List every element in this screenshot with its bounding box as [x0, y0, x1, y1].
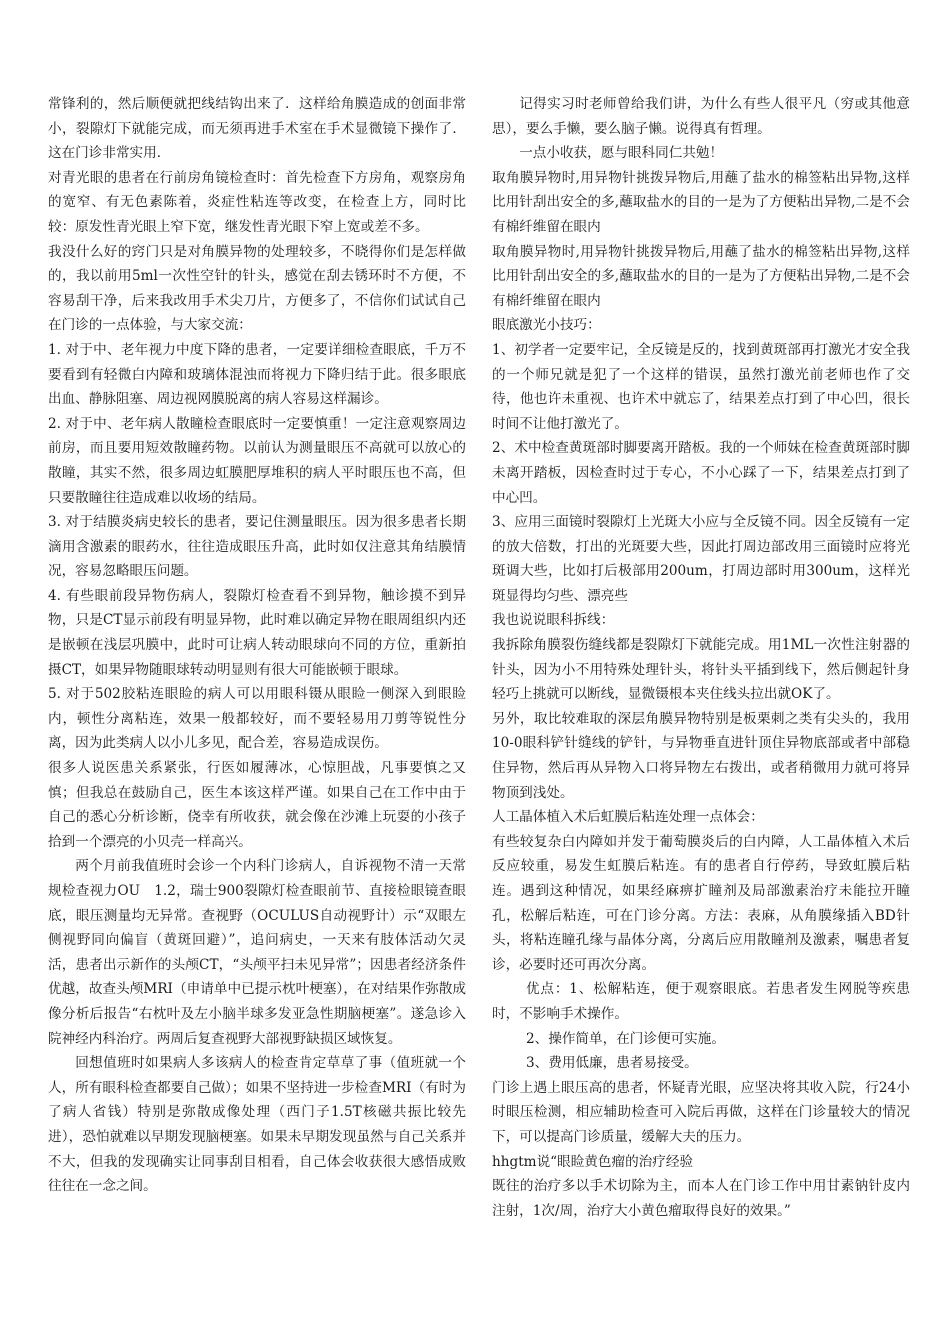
left-column [48, 92, 466, 1199]
advantage-item: 3、费用低廉，患者易接受。 [526, 1055, 698, 1072]
numbered-tip: 2. 对于中、老年病人散瞳检查眼底时一定要慎重！一定注意观察周边前房，而且要用短效散瞳药物。以前认为测量眼压不高就可以放心的散瞳，其实不然，很多周边虹膜肥厚堆积的病人平时眼压也不高，但只要散瞳往往造成难以收场的结局。 [48, 415, 466, 506]
paragraph: 记得实习时老师曾给我们讲，为什么有些人很平凡（穷或其他意思），要么手懒，要么脑子懒。说得真有哲理。 [492, 96, 910, 137]
paragraph: 很多人说医患关系紧张，行医如履薄冰，心惊胆战，凡事要慎之又慎；但我总在鼓励自己，医生本该这样严谨。如果自己在工作中由于自己的悉心分析诊断，侥幸有所收获，就会像在沙滩上玩耍的小孩子拾到一个漂亮的小贝壳一样高兴。 [48, 760, 466, 850]
paragraph: 取角膜异物时,用异物针挑拨异物后,用蘸了盐水的棉签粘出异物,这样比用针刮出安全的多,蘸取盐水的目的一是为了方便粘出异物,二是不会有棉纤维留在眼内 [492, 169, 910, 235]
paragraph: 既往的治疗多以手术切除为主，而本人在门诊工作中用甘素钠针皮内注射，1次/周，治疗大小黄色瘤取得良好的效果。” [492, 1178, 910, 1219]
right-column [492, 92, 910, 1223]
numbered-tip: 1. 对于中、老年视力中度下降的患者，一定要详细检查眼底，千万不要看到有轻微白内障和玻璃体混浊而将视力下降归结于此。很多眼底出血、静脉阻塞、周边视网膜脱离的病人容易这样漏诊。 [48, 341, 466, 408]
paragraph: 两个月前我值班时会诊一个内科门诊病人，自诉视物不清一天常规检查视力OU 1.2，瑞士900裂隙灯检查眼前节、直接检眼镜查眼底，眼压测量均无异常。查视野（OCULUS自动视野计）示“双眼左侧视野同向偏盲（黄斑回避）”，追问病史，一天来有肢体活动欠灵活，患者出示新作的头颅CT，“头颅平扫未见异常”；因患者经济条件优越，故查头颅MRI（申请单中已提示枕叶梗塞），在对结果作弥散成像分析后报告“右枕叶及左小脑半球多发亚急性期脑梗塞”。遂急诊入院神经内科治疗。两周后复查视野大部视野缺损区域恢复。 [48, 858, 466, 1047]
advantage-item: 2、操作简单，在门诊便可实施。 [526, 1030, 725, 1047]
section-heading: 人工晶体植入术后虹膜后粘连处理一点体会： [492, 809, 764, 826]
numbered-tip: 2、术中检查黄斑部时脚要离开踏板。我的一个师妹在检查黄斑部时脚未离开踏板，因检查时过于专心，不小心踩了一下，结果差点打到了中心凹。 [492, 440, 910, 506]
numbered-tip: 1、初学者一定要牢记，全反镜是反的，找到黄斑部再打激光才安全我的一个师兄就是犯了一个这样的错误，虽然打激光前老师也作了交待，他也许未重视、也许术中就忘了，结果差点打到了中心凹，很长时间不让他打激光了。 [492, 341, 910, 432]
paragraph: 常锋利的，然后顺便就把线结钩出来了．这样给角膜造成的创面非常小，裂隙灯下就能完成，而无须再进手术室在手术显微镜下操作了．这在门诊非常实用． [48, 96, 466, 162]
numbered-tip: 4. 有些眼前段异物伤病人，裂隙灯检查看不到异物，触诊摸不到异物，只是CT显示前段有明显异物，此时难以确定异物在眼周组织内还是嵌顿在浅层巩膜中，此时可让病人转动眼球向不同的方位，重新拍摄CT，如果异物随眼球转动明显则有很大可能嵌顿于眼球。 [48, 587, 466, 678]
section-heading: 眼底激光小技巧： [492, 317, 601, 334]
paragraph: 取角膜异物时,用异物针挑拨异物后,用蘸了盐水的棉签粘出异物,这样比用针刮出安全的多,蘸取盐水的目的一是为了方便粘出异物,二是不会有棉纤维留在眼内 [492, 243, 910, 309]
numbered-tip: 3、应用三面镜时裂隙灯上光斑大小应与全反镜不同。因全反镜有一定的放大倍数，打出的光斑要大些，因此打周边部改用三面镜时应将光斑调大些，比如打后极部用200um，打周边部时用300um，这样光斑显得均匀些、漂亮些 [492, 514, 910, 604]
paragraph: 另外，取比较难取的深层角膜异物特别是板栗刺之类有尖头的，我用10-0眼科铲针缝线的铲针，与异物垂直进针顶住异物底部或者中部稳住异物，然后再从异物入口将异物左右拨出，或者稍微用力就可将异物顶到浅处。 [492, 710, 910, 801]
paragraph: 对青光眼的患者在行前房角镜检查时：首先检查下方房角，观察房角的宽窄、有无色素陈着，炎症性粘连等改变，在检查上方，同时比较：原发性青光眼上窄下宽，继发性青光眼下窄上宽或差不多。 [48, 169, 466, 235]
paragraph: 我拆除角膜裂伤缝线都是裂隙灯下就能完成。用1ML一次性注射器的针头，因为小不用特殊处理针头，将针头平插到线下，然后侧起针身轻巧上挑就可以断线，显微镊根本夹住线头拉出就OK了。 [492, 637, 910, 703]
paragraph: 门诊上遇上眼压高的患者，怀疑青光眼，应坚决将其收入院，行24小时眼压检测，相应辅助检查可入院后再做，这样在门诊量较大的情况下，可以提高门诊质量，缓解大夫的压力。 [492, 1079, 910, 1145]
quote-heading: hhgtm说“眼睑黄色瘤的治疗经验 [492, 1153, 694, 1170]
advantage-item: 优点：1、松解粘连，便于观察眼底。若患者发生网脱等疾患时，不影响手术操作。 [492, 981, 910, 1022]
paragraph: 我没什么好的窍门只是对角膜异物的处理较多，不晓得你们是怎样做的，我以前用5ml一次性空针的针头，感觉在刮去锈环时不方便，不容易刮干净，后来我改用手术尖刀片，方便多了，不信你们试试自己在门诊的一点体验，与大家交流： [48, 243, 466, 334]
paragraph: 一点小收获，愿与眼科同仁共勉！ [519, 145, 724, 162]
numbered-tip: 3. 对于结膜炎病史较长的患者，要记住测量眼压。因为很多患者长期滴用含激素的眼药水，往往造成眼压升高，此时如仅注意其角结膜情况，容易忽略眼压问题。 [48, 514, 466, 580]
section-heading: 我也说说眼科拆线： [492, 612, 615, 629]
paragraph: 回想值班时如果病人多该病人的检查肯定草草了事（值班就一个人，所有眼科检查都要自己做）；如果不坚持进一步检查MRI（有时为了病人省钱）特别是弥散成像处理（西门子1.5T核磁共振比较先进），恐怕就难以早期发现脑梗塞。如果未早期发现虽然与自己关系并不大，但我的发现确实让同事刮目相看，自己体会收获很大感悟成败往往在一念之间。 [48, 1055, 466, 1195]
paragraph: 有些较复杂白内障如并发于葡萄膜炎后的白内障，人工晶体植入术后反应较重，易发生虹膜后粘连。有的患者自行停药，导致虹膜后粘连。遇到这种情况，如果经麻痹扩瞳剂及局部激素治疗未能拉开瞳孔，松解后粘连，可在门诊分离。方法：表麻，从角膜缘插入BD针头，将粘连瞳孔缘与晶体分离，分离后应用散瞳剂及激素，嘱患者复诊，必要时还可再次分离。 [492, 833, 910, 973]
numbered-tip: 5. 对于502胶粘连眼睑的病人可以用眼科镊从眼睑一侧深入到眼睑内，顿性分离粘连，效果一般都较好，而不要轻易用刀剪等锐性分离，因为此类病人以小儿多见，配合差，容易造成误伤。 [48, 686, 466, 752]
